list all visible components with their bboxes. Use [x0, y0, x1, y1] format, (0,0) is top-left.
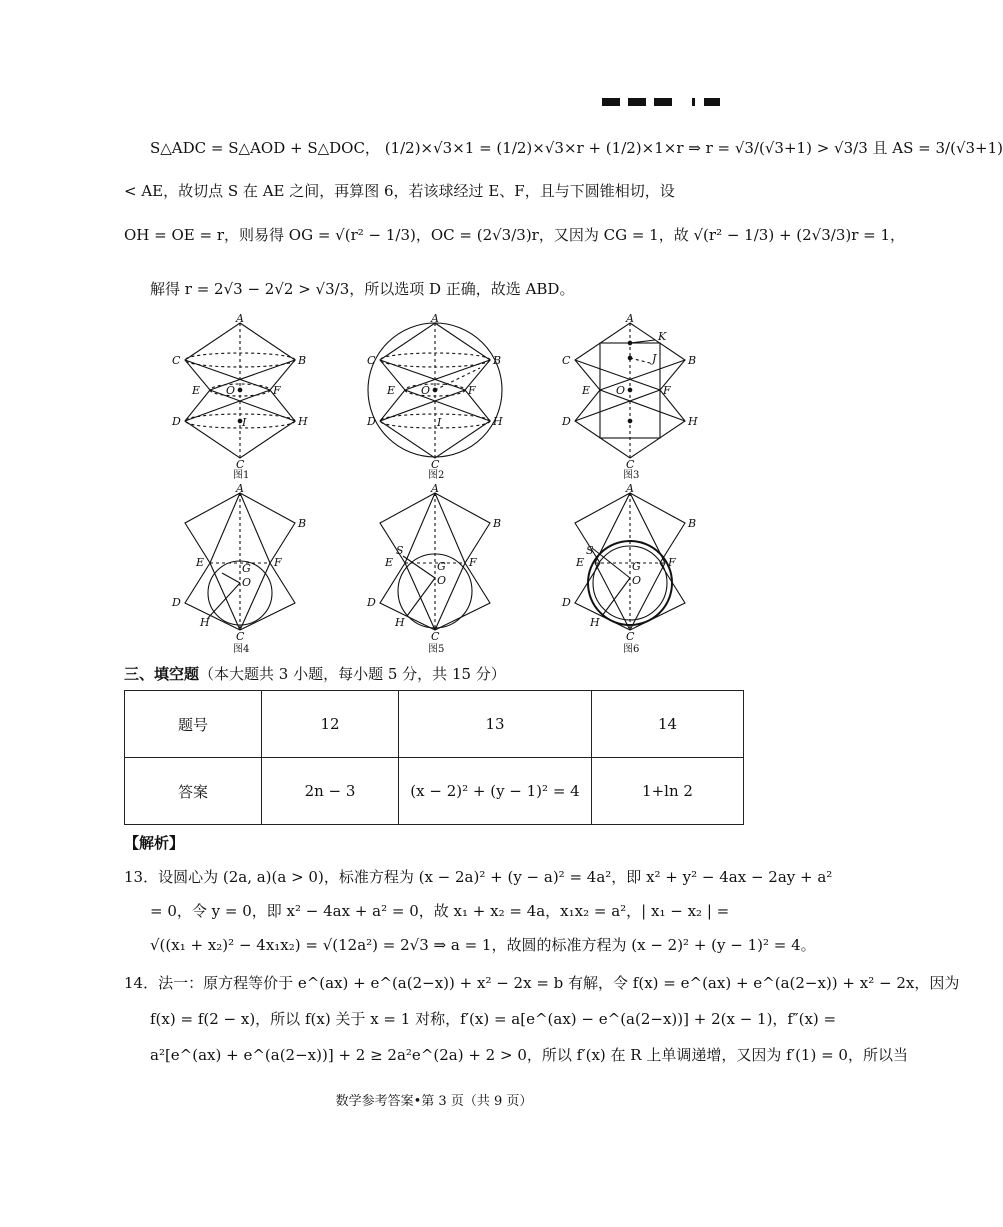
- fig2-label-C-bottom: C: [431, 458, 440, 471]
- fig6-label-O: O: [632, 574, 642, 587]
- fig4-label-A: A: [236, 482, 244, 495]
- table-cell: 答案: [125, 758, 262, 825]
- text-line-1: S△ADC = S△AOD + S△DOC， (1/2)×√3×1 = (1/2)×√3×r + (1/2)×1×r ⇒ r = √3/(√3+1) > √3/3 且 AS = 3/(√3+1): [150, 139, 1003, 157]
- fig1-label-C-bottom: C: [236, 458, 245, 471]
- analysis-heading: 【解析】: [124, 834, 185, 852]
- fig3-label-C: C: [562, 354, 571, 367]
- fig2-label-O: O: [421, 384, 431, 397]
- text-line-2: < AE，故切点 S 在 AE 之间，再算图 6，若该球经过 E、F，且与下圆锥相切，设: [124, 182, 675, 200]
- fig2-label-E: E: [387, 384, 396, 397]
- fig2-label-D: D: [367, 415, 376, 428]
- fig6-label-B: B: [688, 517, 697, 530]
- table-cell: 13: [399, 691, 592, 758]
- fig5-label-O: O: [437, 574, 447, 587]
- fig3-label-D: D: [562, 415, 571, 428]
- fig6-label-D: D: [562, 596, 571, 609]
- figure-caption-5: 图5: [428, 644, 445, 655]
- table-cell: 2n − 3: [262, 758, 399, 825]
- fig3-label-J: J: [652, 352, 657, 365]
- fig3-label-E: E: [582, 384, 591, 397]
- figure-caption-3: 图3: [623, 470, 640, 481]
- fig3-label-O: O: [616, 384, 626, 397]
- fig1-label-O: O: [226, 384, 236, 397]
- fig3-label-K: K: [658, 330, 667, 343]
- fig6-label-F: F: [668, 556, 676, 569]
- fig3-label-B: B: [688, 354, 697, 367]
- table-row: [125, 691, 744, 758]
- fig1-label-D: D: [172, 415, 181, 428]
- figure-caption-2: 图2: [428, 470, 445, 481]
- fig3-label-F: F: [663, 384, 671, 397]
- fig4-label-G: G: [242, 562, 251, 575]
- section-note: （本大题共 3 小题，每小题 5 分，共 15 分）: [199, 665, 506, 683]
- text-line-3: OH = OE = r，则易得 OG = √(r² − 1/3)，OC = (2√3/3)r，又因为 CG = 1，故 √(r² − 1/3) + (2√3/3)r = 1，: [124, 226, 906, 244]
- fig6-label-H: H: [590, 616, 600, 629]
- section-heading: [124, 663, 506, 684]
- fig1-label-A: A: [236, 312, 244, 325]
- section-title: 三、填空题: [124, 665, 200, 683]
- answer-table: [124, 690, 744, 825]
- fig2-label-A: A: [431, 312, 439, 325]
- solution-line-3: √((x₁ + x₂)² − 4x₁x₂) = √(12a²) = 2√3 ⇒ a = 1，故圆的标准方程为 (x − 2)² + (y − 1)² = 4。: [150, 936, 816, 954]
- fig3-label-C-bottom: C: [626, 458, 635, 471]
- fig4-label-B: B: [298, 517, 307, 530]
- figure-caption-6: 图6: [623, 644, 640, 655]
- fig5-label-G: G: [437, 560, 446, 573]
- fig6-label-E: E: [576, 556, 585, 569]
- fig5-label-H: H: [395, 616, 405, 629]
- solution-line-1: 13．设圆心为 (2a, a)(a > 0)，标准方程为 (x − 2a)² + (y − a)² = 4a²，即 x² + y² − 4ax − 2ay + a²: [124, 868, 833, 886]
- fig5-label-A: A: [431, 482, 439, 495]
- fig2-label-F: F: [468, 384, 476, 397]
- solution-line-5: f(x) = f(2 − x)，所以 f(x) 关于 x = 1 对称，f′(x) = a[e^(ax) − e^(a(2−x))] + 2(x − 1)，f″(x) =: [150, 1010, 837, 1028]
- fig6-label-C: C: [626, 630, 635, 643]
- fig6-label-A: A: [626, 482, 634, 495]
- fig4-label-H: H: [200, 616, 210, 629]
- table-cell: 12: [262, 691, 399, 758]
- fig1-label-E: E: [192, 384, 201, 397]
- fig1-label-C: C: [172, 354, 181, 367]
- page-footer: 数学参考答案•第 3 页（共 9 页）: [335, 1094, 533, 1109]
- table-row: [125, 758, 744, 825]
- fig2-label-B: B: [493, 354, 502, 367]
- fig4-label-D: D: [172, 596, 181, 609]
- fig2-label-I: I: [437, 416, 442, 429]
- solution-line-2: = 0，令 y = 0，即 x² − 4ax + a² = 0，故 x₁ + x₂ = 4a，x₁x₂ = a²，| x₁ − x₂ | =: [150, 902, 730, 920]
- fig5-label-D: D: [367, 596, 376, 609]
- fig6-label-S: S: [586, 544, 594, 557]
- table-cell: 14: [592, 691, 744, 758]
- fig6-label-G: G: [632, 560, 641, 573]
- fig3-label-A: A: [626, 312, 634, 325]
- fig5-label-E: E: [385, 556, 394, 569]
- fig4-label-O: O: [242, 576, 252, 589]
- figure-caption-1: 图1: [233, 470, 250, 481]
- solution-line-6: a²[e^(ax) + e^(a(2−x))] + 2 ≥ 2a²e^(2a) + 2 > 0，所以 f′(x) 在 R 上单调递增，又因为 f′(1) = 0，所以当: [150, 1046, 908, 1064]
- fig5-label-C: C: [431, 630, 440, 643]
- fig5-label-S: S: [396, 544, 404, 557]
- fig3-label-H: H: [688, 415, 698, 428]
- fig4-label-E: E: [196, 556, 205, 569]
- fig5-label-B: B: [493, 517, 502, 530]
- table-cell: (x − 2)² + (y − 1)² = 4: [399, 758, 592, 825]
- fig2-label-C: C: [367, 354, 376, 367]
- figure-caption-4: 图4: [233, 644, 250, 655]
- fig1-label-I: I: [242, 416, 247, 429]
- fig1-label-H: H: [298, 415, 308, 428]
- solution-line-4: 14．法一：原方程等价于 e^(ax) + e^(a(2−x)) + x² − 2x = b 有解，令 f(x) = e^(ax) + e^(a(2−x)) + x² − 2x，因为: [124, 974, 960, 992]
- fig5-label-F: F: [469, 556, 477, 569]
- geometry-figures: [160, 312, 720, 658]
- fig1-label-F: F: [273, 384, 281, 397]
- fig1-label-B: B: [298, 354, 307, 367]
- fig4-label-C: C: [236, 630, 245, 643]
- table-cell: 1+ln 2: [592, 758, 744, 825]
- text-line-4: 解得 r = 2√3 − 2√2 > √3/3，所以选项 D 正确，故选 ABD。: [150, 280, 575, 298]
- table-cell: 题号: [125, 691, 262, 758]
- fig2-label-H: H: [493, 415, 503, 428]
- fig4-label-F: F: [274, 556, 282, 569]
